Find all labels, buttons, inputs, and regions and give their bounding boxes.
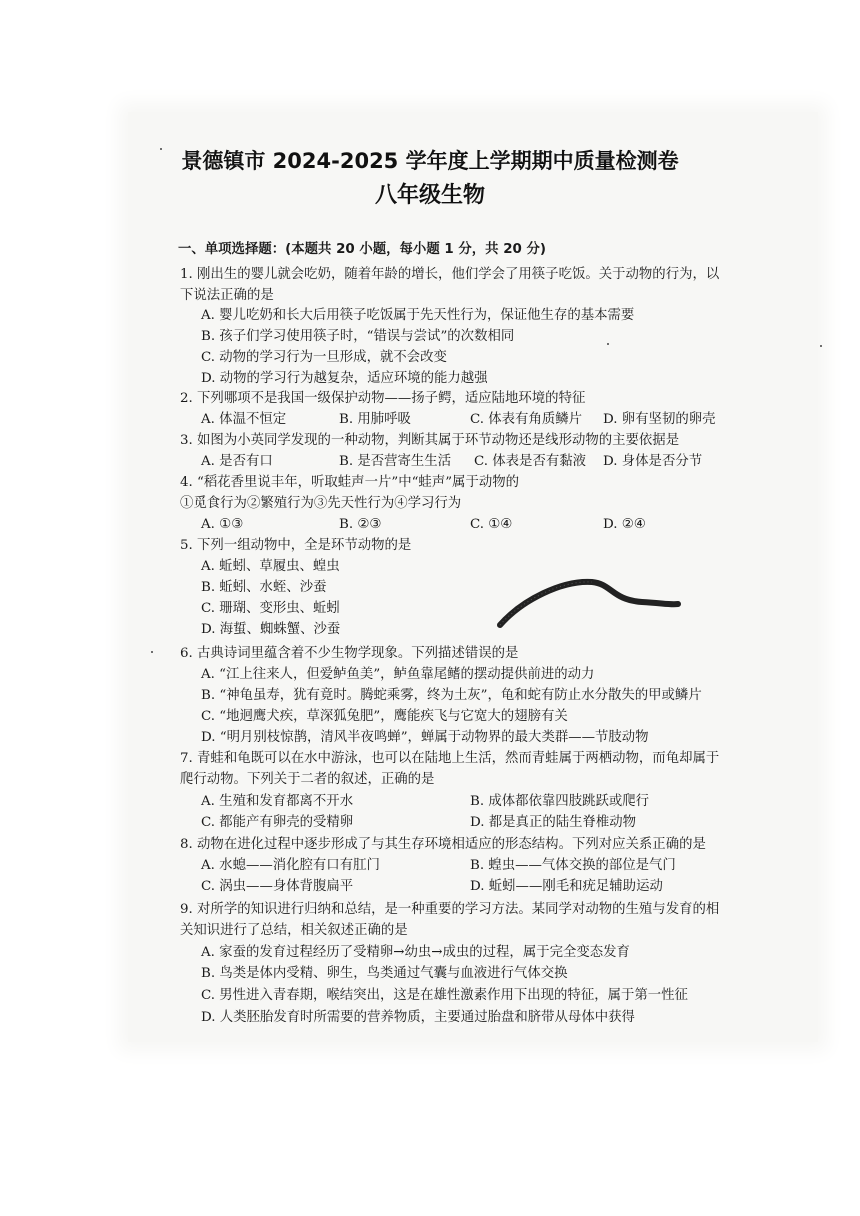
- q2-option-d: D. 卵有坚韧的卵壳: [603, 412, 716, 427]
- q2-option-a: A. 体温不恒定: [201, 412, 287, 427]
- q6-option-b: B. “神龟虽寿，犹有竟时。腾蛇乘雾，终为土灰”，龟和蛇有防止水分散失的甲或鳞片: [201, 688, 702, 703]
- earthworm-figure: [492, 560, 692, 640]
- q5-option-a: A. 蚯蚓、草履虫、蝗虫: [201, 559, 340, 574]
- q8-option-a: A. 水螅——消化腔有口有肛门: [201, 858, 380, 873]
- section-heading: 一、单项选择题：(本题共 20 小题，每小题 1 分，共 20 分): [178, 242, 546, 257]
- q6-option-a: A. “江上往来人，但爱鲈鱼美”，鲈鱼靠尾鳍的摆动提供前进的动力: [201, 667, 595, 682]
- scan-speck: [160, 148, 162, 150]
- q6-option-d: D. “明月别枝惊鹊，清风半夜鸣蝉”，蝉属于动物界的最大类群——节肢动物: [201, 730, 649, 745]
- q7-option-b: B. 成体都依靠四肢跳跃或爬行: [470, 794, 650, 809]
- q4-option-c: C. ①④: [470, 517, 513, 532]
- q9-option-d: D. 人类胚胎发育时所需要的营养物质，主要通过胎盘和脐带从母体中获得: [201, 1010, 635, 1025]
- q4-stem-line1: 4. “稻花香里说丰年，听取蛙声一片”中“蛙声”属于动物的: [180, 475, 520, 490]
- q8-stem: 8. 动物在进化过程中逐步形成了与其生存环境相适应的形态结构。下列对应关系正确的是: [180, 837, 706, 852]
- q8-option-b: B. 蝗虫——气体交换的部位是气门: [470, 858, 676, 873]
- exam-subtitle: 八年级生物: [374, 183, 485, 208]
- q1-option-b: B. 孩子们学习使用筷子时，“错误与尝试”的次数相同: [201, 329, 515, 344]
- q8-option-d: D. 蚯蚓——刚毛和疣足辅助运动: [470, 879, 663, 894]
- q7-stem-line2: 爬行动物。下列关于二者的叙述，正确的是: [180, 772, 435, 787]
- q8-option-c: C. 涡虫——身体背腹扁平: [201, 879, 354, 894]
- q6-option-c: C. “地迥鹰犬疾，草深狐兔肥”，鹰能疾飞与它宽大的翅膀有关: [201, 709, 568, 724]
- scan-speck: [607, 343, 609, 345]
- q9-stem-line1: 9. 对所学的知识进行归纳和总结，是一种重要的学习方法。某同学对动物的生殖与发育的相: [180, 902, 720, 917]
- scan-speck: [151, 651, 153, 653]
- q9-option-c: C. 男性进入青春期，喉结突出，这是在雄性激素作用下出现的特征，属于第一性征: [201, 988, 688, 1003]
- q4-option-a: A. ①③: [201, 517, 244, 532]
- q6-stem: 6. 古典诗词里蕴含着不少生物学现象。下列描述错误的是: [180, 646, 519, 661]
- q5-option-c: C. 珊瑚、变形虫、蚯蚓: [201, 601, 340, 616]
- q9-option-b: B. 鸟类是体内受精、卵生，鸟类通过气囊与血液进行气体交换: [201, 966, 568, 981]
- q1-option-d: D. 动物的学习行为越复杂，适应环境的能力越强: [201, 371, 488, 386]
- q3-stem: 3. 如图为小英同学发现的一种动物，判断其属于环节动物还是线形动物的主要依据是: [180, 433, 680, 448]
- scan-speck: [820, 345, 822, 347]
- q4-option-b: B. ②③: [339, 517, 382, 532]
- exam-title: 景德镇市 2024-2025 学年度上学期期中质量检测卷: [181, 149, 679, 173]
- q4-stem-line2: ①觅食行为②繁殖行为③先天性行为④学习行为: [180, 496, 462, 511]
- q4-option-d: D. ②④: [603, 517, 646, 532]
- q2-option-c: C. 体表有角质鳞片: [470, 412, 583, 427]
- q9-stem-line2: 关知识进行了总结，相关叙述正确的是: [180, 923, 408, 938]
- q7-option-d: D. 都是真正的陆生脊椎动物: [470, 815, 637, 830]
- q1-stem-line1: 1. 刚出生的婴儿就会吃奶，随着年龄的增长，他们学会了用筷子吃饭。关于动物的行为，以: [180, 267, 720, 282]
- q3-option-d: D. 身体是否分节: [603, 454, 703, 469]
- q5-option-d: D. 海蜇、蜘蛛蟹、沙蚕: [201, 622, 341, 637]
- q5-option-b: B. 蚯蚓、水蛭、沙蚕: [201, 580, 327, 595]
- q5-stem: 5. 下列一组动物中，全是环节动物的是: [180, 538, 412, 553]
- q3-option-c: C. 体表是否有黏液: [474, 454, 587, 469]
- q1-option-a: A. 婴儿吃奶和长大后用筷子吃饭属于先天性行为，保证他生存的基本需要: [201, 308, 635, 323]
- q3-option-a: A. 是否有口: [201, 454, 273, 469]
- q7-option-c: C. 都能产有卵壳的受精卵: [201, 815, 354, 830]
- q7-option-a: A. 生殖和发育都离不开水: [201, 794, 354, 809]
- q7-stem-line1: 7. 青蛙和龟既可以在水中游泳，也可以在陆地上生活，然而青蛙属于两栖动物，而龟却属于: [180, 751, 720, 766]
- q9-option-a: A. 家蚕的发育过程经历了受精卵→幼虫→成虫的过程，属于完全变态发育: [201, 945, 630, 960]
- q1-stem-line2: 下说法正确的是: [180, 288, 274, 303]
- q2-option-b: B. 用肺呼吸: [339, 412, 411, 427]
- q2-stem: 2. 下列哪项不是我国一级保护动物——扬子鳄，适应陆地环境的特征: [180, 391, 586, 406]
- q1-option-c: C. 动物的学习行为一旦形成，就不会改变: [201, 350, 447, 365]
- q3-option-b: B. 是否营寄生生活: [339, 454, 452, 469]
